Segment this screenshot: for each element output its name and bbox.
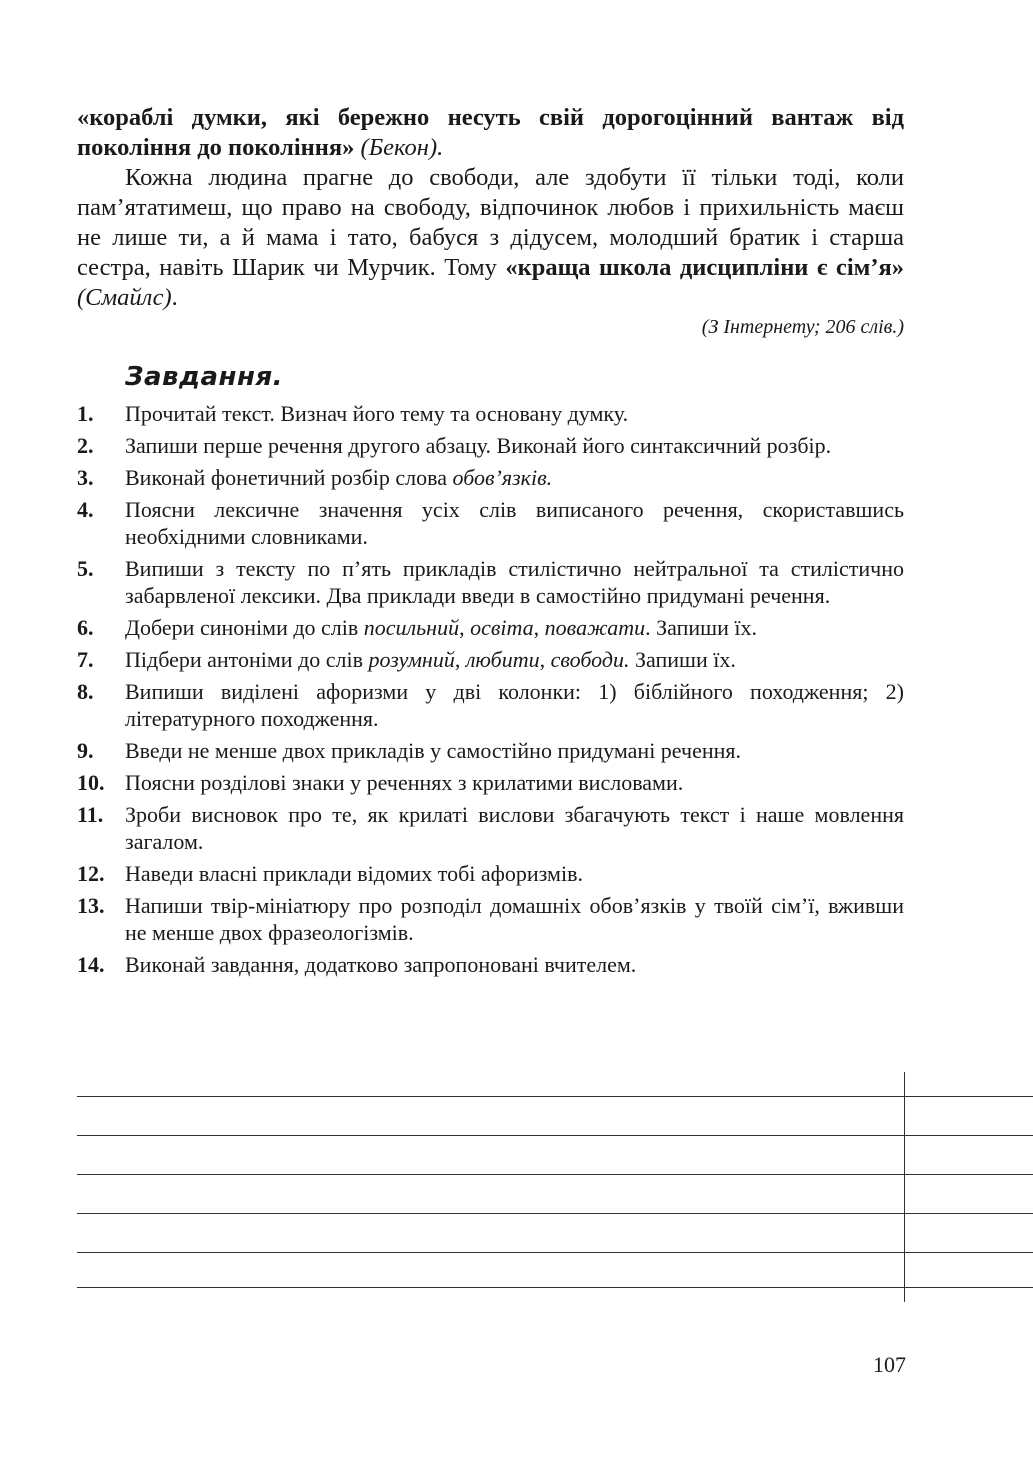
task-word: свободи. <box>550 647 630 672</box>
list-item <box>77 737 904 764</box>
task-number: 13. <box>77 893 105 918</box>
task-text-end: Запиши їх. <box>629 647 736 672</box>
task-number: 2. <box>77 433 94 458</box>
list-item <box>77 555 904 609</box>
quote-smiles: «краща школа дисципліни є сім’я» <box>505 254 904 281</box>
list-item <box>77 769 904 796</box>
task-number: 7. <box>77 647 94 672</box>
list-item <box>77 496 904 550</box>
writing-line <box>77 1287 1033 1288</box>
task-text: Введи не менше двох прикладів у самостійно придумані речення. <box>125 738 742 763</box>
writing-line <box>77 1135 1033 1136</box>
task-number: 5. <box>77 556 94 581</box>
task-text: Прочитай текст. Визнач його тему та основану думку. <box>125 401 629 426</box>
task-text: Підбери антоніми до слів розумний, любити, свободи. Запиши їх. <box>125 647 736 672</box>
task-number: 11. <box>77 802 104 827</box>
task-text-end: . Запиши їх. <box>645 615 758 640</box>
task-text: Добери синоніми до слів посильний, освіта, поважати. Запиши їх. <box>125 615 758 640</box>
task-text: Поясни лексичне значення усіх слів виписаного речення, скориставшись необхідними словниками. <box>125 497 904 549</box>
task-number: 6. <box>77 615 94 640</box>
author-bacon: (Бекон). <box>360 134 444 161</box>
task-text: Зроби висновок про те, як крилаті вислови збагачують текст і наше мовлення загалом. <box>125 802 904 854</box>
quote-bacon: «кораблі думки, які бережно несуть свій дорогоцінний вантаж від покоління до покоління» <box>77 104 904 161</box>
paragraph-2-end: . <box>171 284 178 311</box>
task-list <box>77 400 904 983</box>
source-note: (З Інтернету; 206 слів.) <box>701 316 904 338</box>
task-number: 3. <box>77 465 94 490</box>
task-text: Напиши твір-мініатюру про розподіл домашніх обов’язків у твоїй сім’ї, вживши не менше двох фразеологізмів. <box>125 893 904 945</box>
task-text <box>125 464 904 491</box>
list-item <box>77 892 904 946</box>
task-text-main: Виконай фонетичний розбір слова <box>125 465 453 490</box>
task-text: Випиши з тексту по п’ять прикладів стилістично нейтральної та стилістично забарвленої лексики. Два приклади введи в самостійно придумані речення. <box>125 556 904 608</box>
writing-line <box>77 1252 1033 1253</box>
task-text: Наведи власні приклади відомих тобі афоризмів. <box>125 861 583 886</box>
author-smiles: (Смайлс) <box>77 284 172 311</box>
list-item <box>77 860 904 887</box>
list-item <box>77 614 904 641</box>
task-text: Випиши виділені афоризми у дві колонки: 1) біблійного походження; 2) літературного походження. <box>125 679 904 731</box>
task-number: 10. <box>77 770 105 795</box>
writing-line <box>77 1174 1033 1175</box>
task-text-main: Добери синоніми до слів <box>125 615 364 640</box>
writing-line <box>77 1213 1033 1214</box>
task-number: 8. <box>77 679 94 704</box>
paragraph-1 <box>77 103 904 163</box>
task-number: 1. <box>77 401 94 426</box>
task-text: Запиши перше речення другого абзацу. Виконай його синтаксичний розбір. <box>125 433 832 458</box>
task-number: 9. <box>77 738 94 763</box>
list-item <box>77 432 904 459</box>
list-item <box>77 801 904 855</box>
task-word: любити <box>465 647 540 672</box>
task-word: обов’язків. <box>452 465 553 490</box>
paragraph-2-text: Кожна людина прагне до свободи, але здобути її тільки тоді, коли пам’ятатимеш, що право на свободу, відпочинок любов і прихильність маєш не лише ти, а й мама і тато, бабуся з дідусем, молодший братик і старша сестра, навіть Шарик чи Мурчик. Тому <box>77 164 904 281</box>
task-number: 4. <box>77 497 94 522</box>
task-word: освіта <box>470 615 534 640</box>
tasks-heading: Завдання. <box>125 362 284 392</box>
task-number: 12. <box>77 861 105 886</box>
list-item <box>77 400 904 427</box>
writing-line <box>77 1096 1033 1097</box>
list-item <box>77 646 904 673</box>
list-item <box>77 951 904 978</box>
list-item <box>77 678 904 732</box>
task-word: поважати <box>544 615 646 640</box>
task-word: розумний <box>368 647 455 672</box>
task-number: 14. <box>77 952 105 977</box>
list-item <box>77 464 904 491</box>
margin-line <box>904 1072 905 1302</box>
task-text: Поясни розділові знаки у реченнях з крилатими висловами. <box>125 770 684 795</box>
task-text: Виконай завдання, додатково запропоновані вчителем. <box>125 952 637 977</box>
page-number: 107 <box>873 1352 906 1377</box>
paragraph-2 <box>77 163 904 313</box>
task-word: посильний <box>363 615 460 640</box>
task-text-main: Підбери антоніми до слів <box>125 647 369 672</box>
